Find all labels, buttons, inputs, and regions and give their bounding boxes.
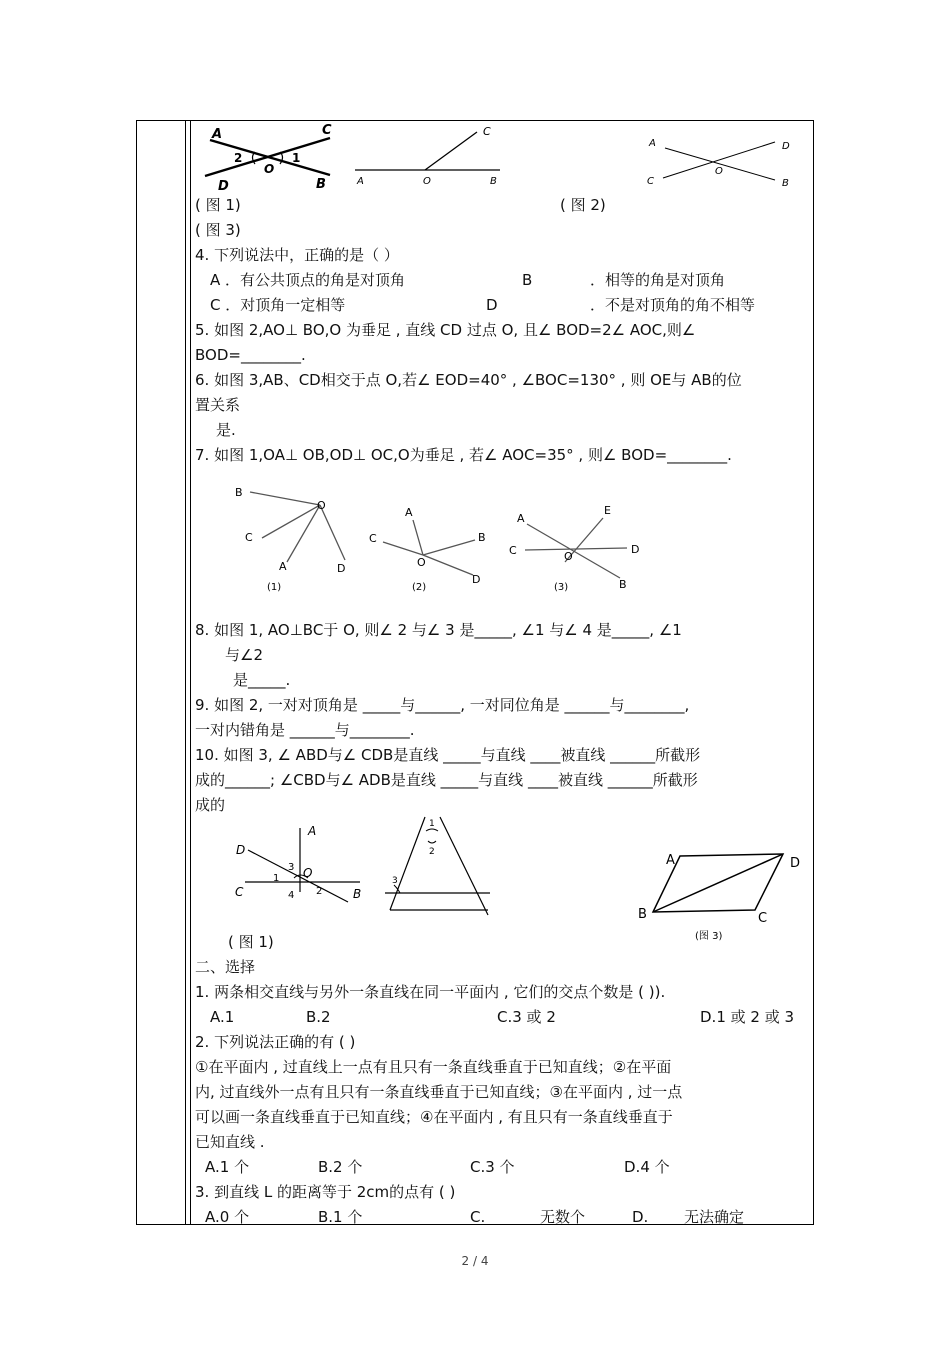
q4-option-d: D xyxy=(486,296,498,314)
l1-label-1: 1 xyxy=(273,873,280,884)
l3-label-b: B xyxy=(638,907,647,922)
question-10-line1: 10. 如图 3, ∠ ABD与∠ CDB是直线 _____与直线 ____被直线 ______所截形 xyxy=(195,746,701,764)
q4-option-b-text: ．相等的角是对顶角 xyxy=(590,271,726,289)
choice-3-option-c: C. xyxy=(470,1208,486,1226)
m2-label-a: A xyxy=(405,506,413,519)
l1-label-d: D xyxy=(236,843,246,857)
m3-label-e: E xyxy=(604,504,611,517)
f1-label-d: D xyxy=(218,179,229,194)
f1-label-a: A xyxy=(212,127,223,142)
f1-label-1: 1 xyxy=(292,151,301,165)
m1-caption: (1) xyxy=(267,582,282,593)
f1-label-c: C xyxy=(322,123,332,138)
left-column-divider xyxy=(185,121,186,1224)
figure-3-top xyxy=(645,130,805,190)
f3-label-c: C xyxy=(647,176,654,187)
choice-1-option-c: C.3 或 2 xyxy=(497,1008,556,1026)
l3-label-c: C xyxy=(758,911,768,926)
l1-label-c: C xyxy=(235,885,244,899)
choice-1-option-d: D.1 或 2 或 3 xyxy=(700,1008,795,1026)
q4-option-a: A ．有公共顶点的角是对顶角 xyxy=(210,271,406,289)
f1-label-2: 2 xyxy=(234,151,243,165)
choice-1: 1. 两条相交直线与另外一条直线在同一平面内 , 它们的交点个数是 ( )). xyxy=(195,983,666,1001)
f1-label-o: O xyxy=(264,162,275,176)
choice-3-option-d: D. xyxy=(632,1208,649,1226)
l1-label-4: 4 xyxy=(288,890,295,901)
caption-fig1: ( 图 1) xyxy=(195,196,241,214)
m2-label-c: C xyxy=(369,532,377,545)
m3-label-c: C xyxy=(509,544,517,557)
choice-2-line4: 已知直线 . xyxy=(195,1133,265,1151)
choice-2-option-d: D.4 个 xyxy=(624,1158,670,1176)
figure-low-3 xyxy=(635,850,815,945)
question-9-line2: 一对内错角是 ______与________. xyxy=(195,721,415,739)
caption-low-fig1: ( 图 1) xyxy=(228,933,274,951)
choice-1-option-a: A.1 xyxy=(210,1008,235,1026)
question-6-line2: 置关系 xyxy=(195,396,241,414)
figure-1-top xyxy=(200,120,350,195)
choice-3: 3. 到直线 L 的距离等于 2cm的点有 ( ) xyxy=(195,1183,456,1201)
figure-low-1 xyxy=(230,820,375,905)
m1-label-a: A xyxy=(279,560,287,573)
question-5-line2: BOD=________. xyxy=(195,346,306,364)
q4-option-d-text: ．不是对顶角的角不相等 xyxy=(590,296,756,314)
m2-label-b: B xyxy=(478,531,486,544)
l2-label-2: 2 xyxy=(429,847,435,857)
f3-label-o: O xyxy=(715,166,723,177)
q4-option-b: B xyxy=(522,271,533,289)
page-number: 2 / 4 xyxy=(461,1254,489,1268)
f1-label-b: B xyxy=(316,177,326,192)
l1-label-a: A xyxy=(308,824,317,838)
choice-2-line1: ①在平面内 , 过直线上一点有且只有一条直线垂直于已知直线；②在平面 xyxy=(195,1058,672,1076)
question-4: 4. 下列说法中，正确的是（ ） xyxy=(195,246,399,264)
l3-label-a: A xyxy=(666,853,675,868)
f2-label-a: A xyxy=(357,176,364,187)
figure-mid-3 xyxy=(505,500,645,595)
choice-2-line3: 可以画一条直线垂直于已知直线；④在平面内 , 有且只有一条直线垂直于 xyxy=(195,1108,673,1126)
question-10-line3: 成的 xyxy=(195,796,226,814)
f3-label-a: A xyxy=(649,138,656,149)
m3-label-a: A xyxy=(517,512,525,525)
l1-label-3: 3 xyxy=(288,862,295,873)
choice-2-option-c: C.3 个 xyxy=(470,1158,515,1176)
question-10-line2: 成的______; ∠CBD与∠ ADB是直线 _____与直线 ____被直线 ______所截形 xyxy=(195,771,698,789)
m1-label-o: O xyxy=(317,499,326,512)
choice-2-option-b: B.2 个 xyxy=(318,1158,363,1176)
question-6-line1: 6. 如图 3,AB、CD相交于点 O,若∠ EOD=40° , ∠BOC=130° , 则 OE与 AB的位 xyxy=(195,371,742,389)
question-8-line1: 8. 如图 1, AO⊥BC于 O, 则∠ 2 与∠ 3 是_____, ∠1 与∠ 4 是_____, ∠1 xyxy=(195,621,682,639)
m1-label-c: C xyxy=(245,531,253,544)
l1-label-b: B xyxy=(353,887,362,901)
f3-label-b: B xyxy=(782,178,789,189)
m3-label-o: O xyxy=(564,550,573,563)
choice-3-option-c-text: 无数个 xyxy=(540,1208,586,1226)
m3-label-d: D xyxy=(631,543,640,556)
caption-fig3: ( 图 3) xyxy=(195,221,241,239)
question-8-line3: 是_____. xyxy=(233,671,291,689)
question-8-line2: 与∠2 xyxy=(225,646,263,664)
inner-column-divider xyxy=(190,121,191,1224)
choice-2-option-a: A.1 个 xyxy=(205,1158,250,1176)
l3-label-d: D xyxy=(790,856,801,871)
question-5-line1: 5. 如图 2,AO⊥ BO,O 为垂足 , 直线 CD 过点 O, 且∠ BOD=2∠ AOC,则∠ xyxy=(195,321,696,339)
f2-label-c: C xyxy=(483,125,491,138)
choice-3-option-d-text: 无法确定 xyxy=(684,1208,745,1226)
l1-label-o: O xyxy=(303,866,313,880)
f3-label-d: D xyxy=(782,141,790,152)
m1-label-b: B xyxy=(235,486,243,499)
figure-low-2 xyxy=(380,815,500,920)
choice-3-option-b: B.1 个 xyxy=(318,1208,363,1226)
choice-2: 2. 下列说法正确的有 ( ) xyxy=(195,1033,356,1051)
choice-3-option-a: A.0 个 xyxy=(205,1208,250,1226)
figure-mid-1 xyxy=(225,480,355,595)
q4-option-c: C ．对顶角一定相等 xyxy=(210,296,346,314)
question-6-line3: 是. xyxy=(216,421,236,439)
l3-caption: (图 3) xyxy=(695,931,723,942)
choice-2-line2: 内, 过直线外一点有且只有一条直线垂直于已知直线；③在平面内 , 过一点 xyxy=(195,1083,683,1101)
m1-label-d: D xyxy=(337,562,346,575)
choice-1-option-b: B.2 xyxy=(306,1008,331,1026)
m2-label-o: O xyxy=(417,556,426,569)
l2-label-3: 3 xyxy=(392,876,398,886)
figure-2-top xyxy=(355,120,515,190)
figure-mid-2 xyxy=(365,500,495,595)
section-2-heading: 二、选择 xyxy=(195,958,256,976)
question-9-line1: 9. 如图 2, 一对对顶角是 _____与______, 一对同位角是 ______与________, xyxy=(195,696,690,714)
caption-fig2: ( 图 2) xyxy=(560,196,606,214)
f2-label-o: O xyxy=(423,176,431,187)
m2-caption: (2) xyxy=(412,582,427,593)
question-7: 7. 如图 1,OA⊥ OB,OD⊥ OC,O为垂足 , 若∠ AOC=35° , 则∠ BOD=________. xyxy=(195,446,732,464)
m3-label-b: B xyxy=(619,578,627,591)
l2-label-1: 1 xyxy=(429,819,435,829)
m2-label-d: D xyxy=(472,573,481,586)
l1-label-2: 2 xyxy=(316,886,323,897)
m3-caption: (3) xyxy=(554,582,569,593)
f2-label-b: B xyxy=(490,176,497,187)
